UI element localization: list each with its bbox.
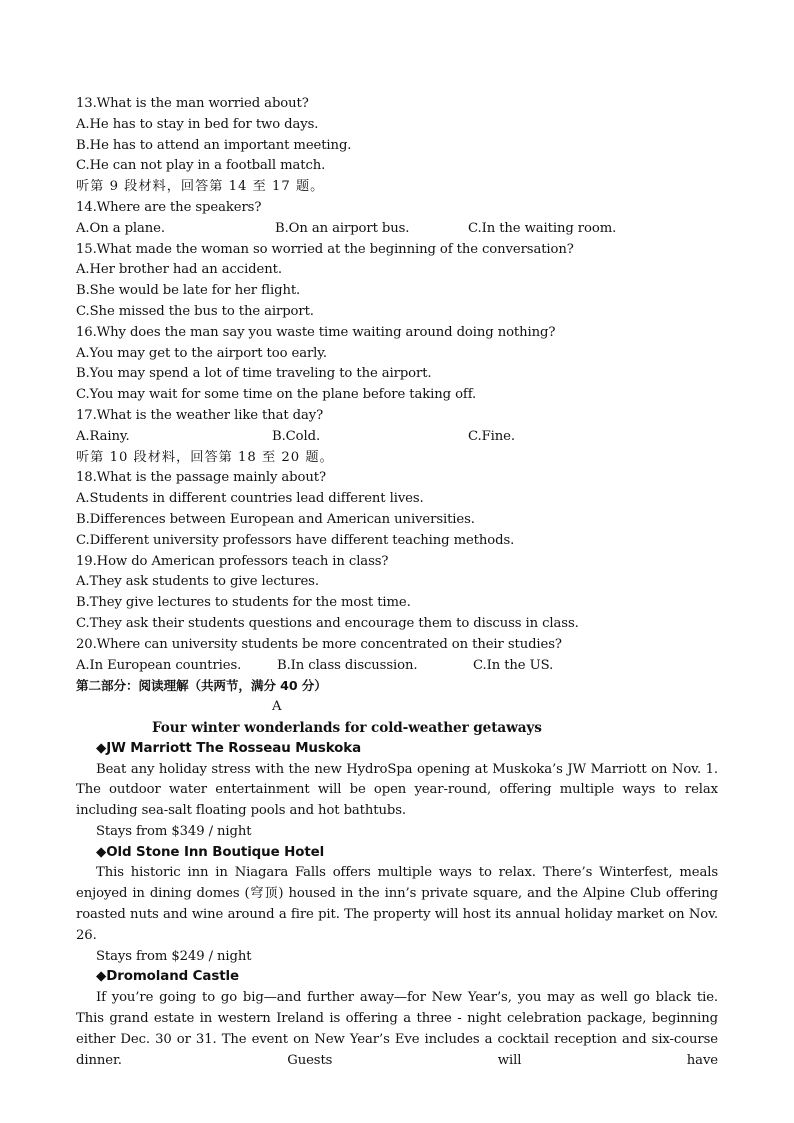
question-15: 15.What made the woman so worried at the beginning of the conversation? xyxy=(76,241,574,257)
options-row-20 xyxy=(76,656,718,677)
option-16b: B.You may spend a lot of time traveling to the airport. xyxy=(76,366,432,382)
hotel-name-1: ◆JW Marriott The Rosseau Muskoka xyxy=(96,740,362,756)
question-17: 17.What is the weather like that day? xyxy=(76,407,324,423)
options-row-14 xyxy=(76,219,718,240)
option-19a: A.They ask students to give lectures. xyxy=(76,574,319,590)
option-15b: B.She would be late for her flight. xyxy=(76,283,301,299)
option-18b: B.Differences between European and American universities. xyxy=(76,511,475,527)
option-17a: A.Rainy. xyxy=(76,428,130,444)
passage-title: Four winter wonderlands for cold-weather getaways xyxy=(152,719,542,736)
hotel-price-2: Stays from $249 / night xyxy=(96,948,252,964)
hotel-name-3: ◆Dromoland Castle xyxy=(96,969,239,985)
option-16c: C.You may wait for some time on the plane before taking off. xyxy=(76,387,477,403)
question-19: 19.How do American professors teach in class? xyxy=(76,553,389,569)
hotel-name-2: ◆Old Stone Inn Boutique Hotel xyxy=(96,844,325,860)
question-16: 16.Why does the man say you waste time waiting around doing nothing? xyxy=(76,324,556,340)
hotel-price-1: Stays from $349 / night xyxy=(96,823,252,839)
question-20: 20.Where can university students be more concentrated on their studies? xyxy=(76,636,562,652)
option-17c: C.Fine. xyxy=(468,428,515,444)
listening-instruction-9: 听第 9 段材料，回答第 14 至 17 题。 xyxy=(76,179,325,195)
option-14c: C.In the waiting room. xyxy=(468,220,617,236)
option-15c: C.She missed the bus to the airport. xyxy=(76,303,314,319)
question-13: 13.What is the man worried about? xyxy=(76,96,309,111)
part-two-heading: 第二部分：阅读理解（共两节，满分 40 分） xyxy=(76,678,327,694)
option-19b: B.They give lectures to students for the most time. xyxy=(76,595,411,611)
option-14b: B.On an airport bus. xyxy=(275,220,410,236)
document-body xyxy=(76,94,718,1071)
option-17b: B.Cold. xyxy=(272,428,321,444)
listening-instruction-10: 听第 10 段材料，回答第 18 至 20 题。 xyxy=(76,449,334,465)
hotel-description-1: Beat any holiday stress with the new HydroSpa opening at Muskoka’s JW Marriott on Nov. 1. The outdoor water entertainment will be open year-round, offering multiple ways to relax including sea-salt floating pools and hot bathtubs. xyxy=(76,761,718,819)
option-19c: C.They ask their students questions and encourage them to discuss in class. xyxy=(76,615,579,631)
hotel-description-2: This historic inn in Niagara Falls offers multiple ways to relax. There’s Winterfest, meals enjoyed in dining domes (穹顶) housed in the inn’s private square, and the Alpine Club offering roasted nuts and wine around a fire pit. The property will host its annual holiday market on Nov. 26. xyxy=(76,865,718,943)
option-16a: A.You may get to the airport too early. xyxy=(76,345,327,361)
hotel-description-3: If you’re going to go big—and further away—for New Year’s, you may as well go black tie. This grand estate in western Ireland is offering a three - night celebration package, beginning either Dec. 30 or 31. The event on New Year’s Eve includes a cocktail reception and six-course dinner. Guests will have xyxy=(76,990,718,1068)
option-20a: A.In European countries. xyxy=(76,657,242,673)
option-15a: A.Her brother had an accident. xyxy=(76,262,282,278)
option-18c: C.Different university professors have different teaching methods. xyxy=(76,532,515,548)
option-13a: A.He has to stay in bed for two days. xyxy=(76,116,319,132)
question-18: 18.What is the passage mainly about? xyxy=(76,470,326,486)
options-row-17 xyxy=(76,427,718,448)
question-14: 14.Where are the speakers? xyxy=(76,199,262,215)
option-14a: A.On a plane. xyxy=(76,220,165,236)
section-letter: A xyxy=(272,699,282,715)
option-18a: A.Students in different countries lead different lives. xyxy=(76,491,424,507)
option-13b: B.He has to attend an important meeting. xyxy=(76,137,352,153)
option-13c: C.He can not play in a football match. xyxy=(76,158,326,174)
option-20b: B.In class discussion. xyxy=(277,657,418,673)
option-20c: C.In the US. xyxy=(473,657,554,673)
